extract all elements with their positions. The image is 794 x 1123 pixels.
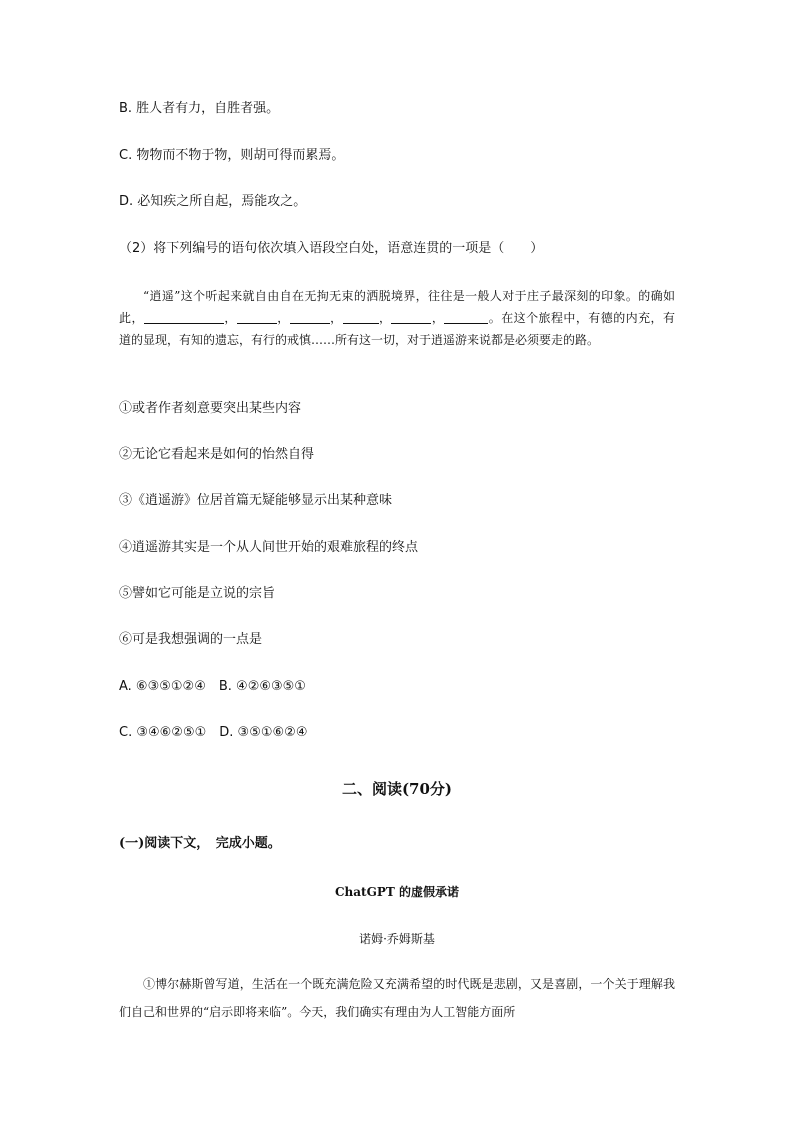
section-heading: 二、阅读(70分): [341, 780, 453, 798]
option-b: B. 胜人者有力，自胜者强。: [119, 101, 280, 116]
article-author: 诺姆·乔姆斯基: [359, 932, 435, 946]
blank-5: [391, 311, 431, 324]
sentence-6: ⑥可是我想强调的一点是: [119, 632, 263, 647]
sentence-1: ①或者作者刻意要突出某些内容: [119, 401, 302, 416]
sentence-5: ⑤譬如它可能是立说的宗旨: [119, 586, 276, 601]
passage-sep: ，: [378, 311, 392, 325]
passage-text-2: 。在这个旅程中，有德的内充，有道的显现，有知的遗忘，有行的戒慎……所有这一切，对于逍遥游来说都是必须要走的路。: [119, 311, 675, 347]
fill-in-passage: [119, 285, 675, 351]
article-paragraph-1: ①博尔赫斯曾写道，生活在一个既充满危险又充满希望的时代既是悲剧，又是喜剧，一个关于理解我们自己和世界的“启示即将来临”。今天，我们确实有理由为人工智能方面所: [119, 977, 675, 1019]
question-2: （2）将下列编号的语句依次填入语段空白处，语意连贯的一项是（ ）: [119, 241, 544, 256]
passage-sep: ，: [276, 311, 290, 325]
passage-sep: ，: [329, 311, 343, 325]
option-c: C. 物物而不物于物，则胡可得而累焉。: [119, 148, 345, 163]
blank-1: [144, 311, 224, 324]
option-d: D. 必知疾之所自起，焉能攻之。: [119, 194, 307, 209]
subsection-heading: (一)阅读下文， 完成小题。: [119, 836, 281, 851]
answer-ab: A. ⑥③⑤①②④ B. ④②⑥③⑤①: [119, 679, 306, 694]
sentence-4: ④逍遥游其实是一个从人间世开始的艰难旅程的终点: [119, 540, 419, 555]
blank-2: [237, 311, 277, 324]
blank-3: [290, 311, 330, 324]
blank-6: [444, 311, 488, 324]
sentence-2: ②无论它看起来是如何的怡然自得: [119, 447, 315, 462]
passage-text-1: “逍遥”这个听起来就自由自在无拘无束的洒脱境界，往往是一般人对于庄子最深刻的印象。的确如此，: [119, 289, 675, 325]
passage-sep: ，: [431, 311, 445, 325]
blank-4: [343, 311, 379, 324]
sentence-3: ③《逍遥游》位居首篇无疑能够显示出某种意味: [119, 493, 393, 508]
answer-cd: C. ③④⑥②⑤① D. ③⑤①⑥②④: [119, 725, 308, 740]
passage-sep: ，: [223, 311, 237, 325]
article-title: ChatGPT 的虚假承诺: [335, 885, 459, 899]
